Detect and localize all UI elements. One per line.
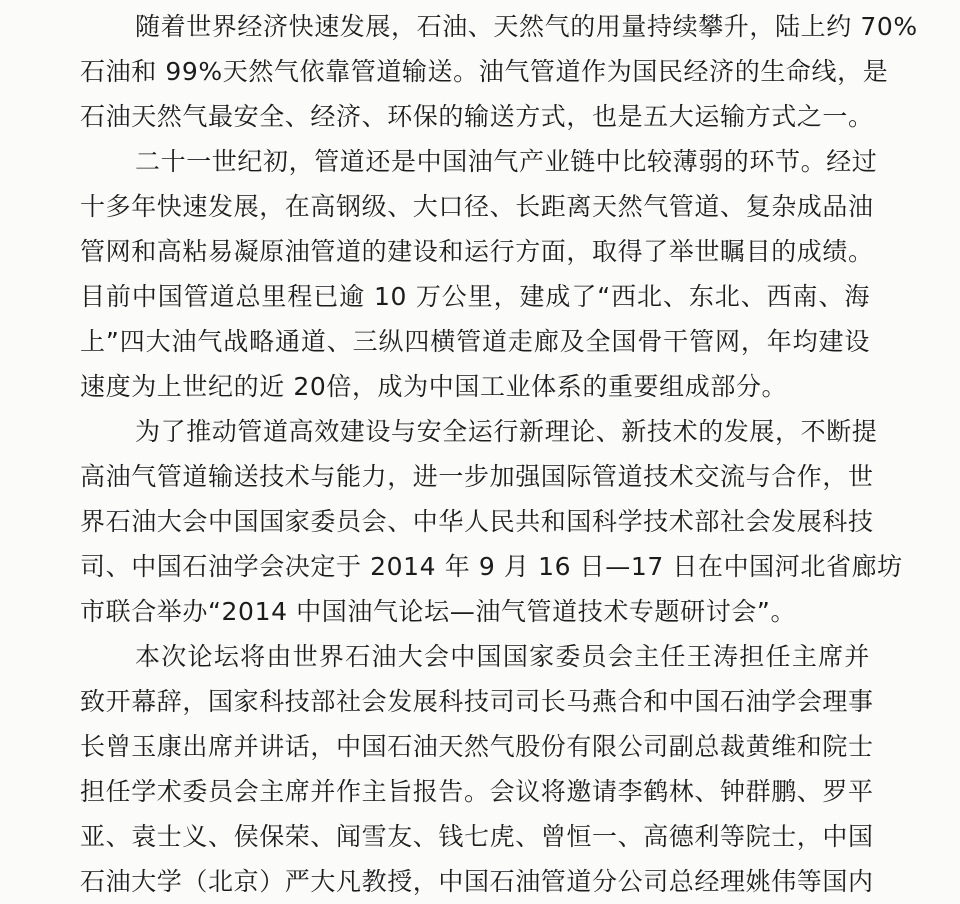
text-line: 上”四大油气战略通道、三纵四横管道走廊及全国骨干管网，年均建设	[80, 327, 870, 356]
text-line: 管网和高粘易凝原油管道的建设和运行方面，取得了举世瞩目的成绩。	[80, 237, 874, 266]
text-line: 高油气管道输送技术与能力，进一步加强国际管道技术交流与合作，世	[80, 462, 874, 491]
text-line: 本次论坛将由世界石油大会中国国家委员会主任王涛担任主席并	[135, 642, 870, 671]
paragraph-3	[80, 409, 960, 634]
text-line: 市联合举办“2014 中国油气论坛—油气管道技术专题研讨会”。	[80, 597, 797, 626]
text-line: 石油天然气最安全、经济、环保的输送方式，也是五大运输方式之一。	[80, 102, 874, 131]
text-line: 致开幕辞，国家科技部社会发展科技司司长马燕合和中国石油学会理事	[80, 687, 874, 716]
text-line: 速度为上世纪的近 20倍，成为中国工业体系的重要组成部分。	[80, 372, 788, 401]
text-line: 长曾玉康出席并讲话，中国石油天然气股份有限公司副总裁黄维和院士	[80, 732, 874, 761]
text-line: 司、中国石油学会决定于 2014 年 9 月 16 日—17 日在中国河北省廊坊	[80, 552, 903, 581]
text-line: 十多年快速发展，在高钢级、大口径、长距离天然气管道、复杂成品油	[80, 192, 874, 221]
text-line: 随着世界经济快速发展，石油、天然气的用量持续攀升，陆上约 70%	[135, 12, 918, 41]
text-line: 目前中国管道总里程已逾 10 万公里，建成了“西北、东北、西南、海	[80, 282, 870, 311]
paragraph-2	[80, 139, 960, 409]
text-line: 石油和 99%天然气依靠管道输送。油气管道作为国民经济的生命线，是	[80, 57, 889, 86]
text-line: 亚、袁士义、侯保荣、闻雪友、钱七虎、曾恒一、高德利等院士，中国	[80, 822, 874, 851]
text-line: 石油大学（北京）严大凡教授，中国石油管道分公司总经理姚伟等国内	[80, 867, 874, 896]
paragraph-1	[80, 4, 960, 139]
text-line: 为了推动管道高效建设与安全运行新理论、新技术的发展，不断提	[135, 417, 878, 446]
text-line: 界石油大会中国国家委员会、中华人民共和国科学技术部社会发展科技	[80, 507, 874, 536]
text-line: 二十一世纪初，管道还是中国油气产业链中比较薄弱的环节。经过	[135, 147, 878, 176]
text-line: 担任学术委员会主席并作主旨报告。会议将邀请李鹤林、钟群鹏、罗平	[80, 777, 874, 806]
paragraph-4	[80, 634, 960, 904]
